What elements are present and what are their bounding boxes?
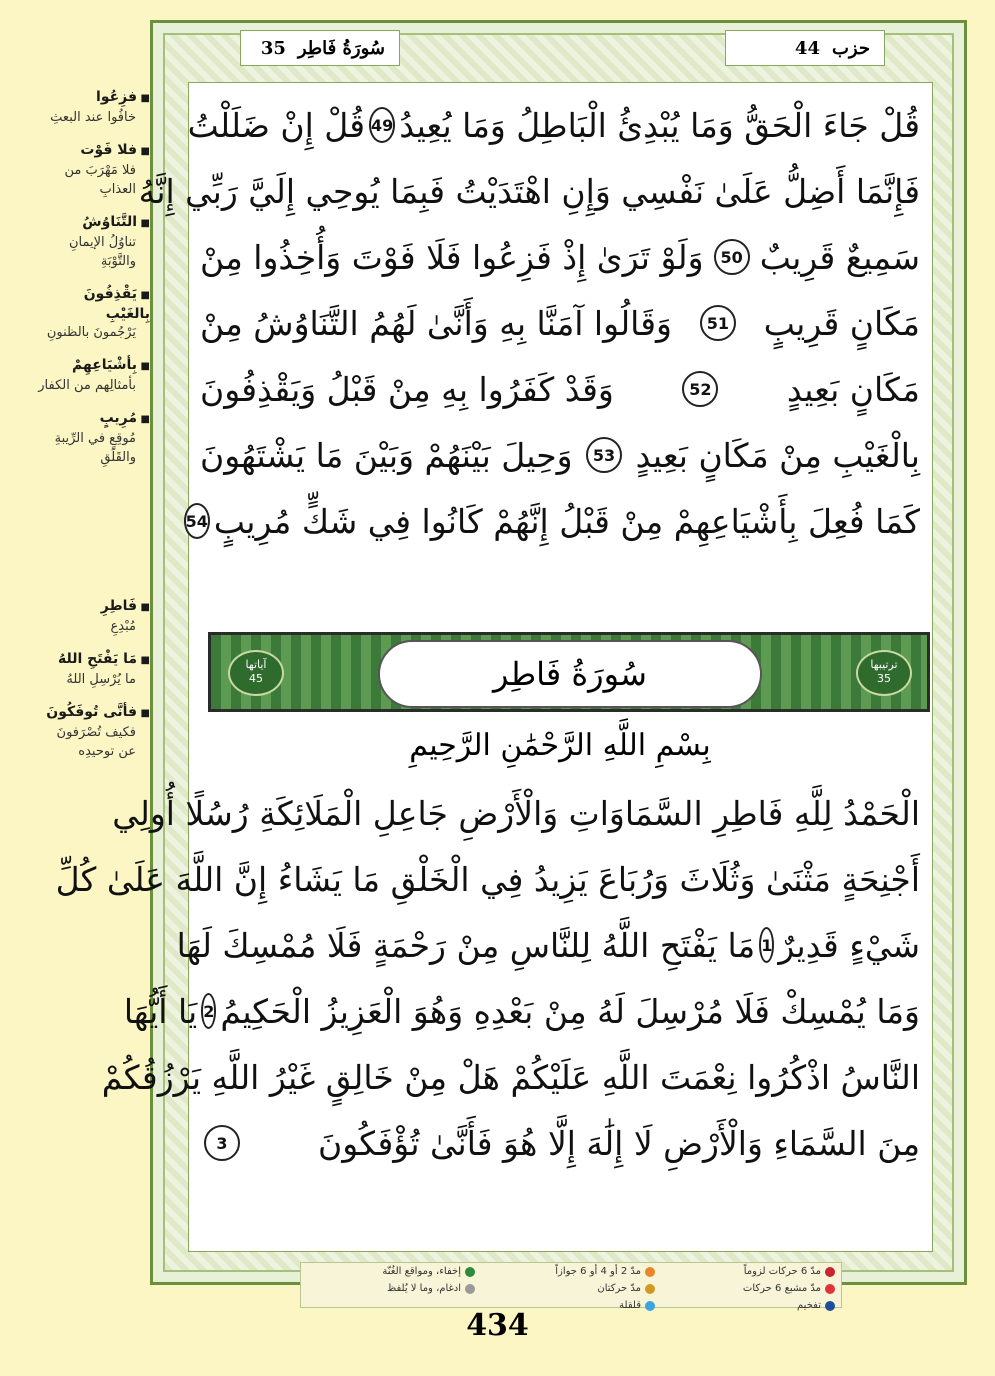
verse-text: مِنَ السَّمَاءِ وَالْأَرْضِ لَا إِلَٰهَ إِلَّا هُوَ فَأَنَّىٰ تُؤْفَكُونَ — [318, 1123, 920, 1163]
verse-text: فَإِنَّمَا أَضِلُّ عَلَىٰ نَفْسِي وَإِنِ اهْتَدَيْتُ فَبِمَا يُوحِي إِلَيَّ رَبِّي إِنَّهُ — [138, 171, 920, 211]
verse-text: قُلْ جَاءَ الْحَقُّ وَمَا يُبْدِئُ الْبَاطِلُ وَمَا يُعِيدُ — [399, 105, 920, 145]
page-number: 434 — [466, 1308, 529, 1343]
legend-label: مدّ مشبع 6 حركات — [742, 1283, 821, 1294]
verse-line — [176, 912, 920, 978]
legend-item — [661, 1263, 841, 1280]
ayah-number-marker: 2 — [201, 993, 216, 1029]
legend-label: مدّ 6 حركات لزوماً — [743, 1266, 821, 1277]
surah-order-label: ترتيبها — [870, 658, 898, 671]
hizb-label: حزب — [831, 37, 870, 59]
ayah-number-marker: 49 — [369, 107, 395, 143]
verse-line — [138, 158, 920, 224]
verses-bottom — [55, 780, 920, 1176]
margin-gloss — [38, 141, 150, 199]
ayah-number-marker: 3 — [204, 1125, 240, 1161]
legend-color-dot — [825, 1284, 835, 1294]
margin-glossary — [38, 88, 150, 775]
verse-text-continuation: وَقَالُوا آمَنَّا بِهِ وَأَنَّىٰ لَهُمُ التَّنَاوُشُ مِنْ — [200, 303, 672, 343]
ayah-number-marker: 52 — [682, 371, 718, 407]
legend-label: مدّ 2 أو 4 أو 6 جوازاً — [555, 1266, 641, 1277]
verse-text-continuation: وَحِيلَ بَيْنَهُمْ وَبَيْنَ مَا يَشْتَهُونَ — [200, 435, 573, 475]
verse-text: الْحَمْدُ لِلَّهِ فَاطِرِ السَّمَاوَاتِ وَالْأَرْضِ جَاعِلِ الْمَلَائِكَةِ رُسُلًا أُولِي — [112, 793, 920, 833]
verse-text: وَمَا يُمْسِكْ فَلَا مُرْسِلَ لَهُ مِنْ بَعْدِهِ وَهُوَ الْعَزِيزُ الْحَكِيمُ — [220, 991, 920, 1031]
surah-order-medal — [856, 650, 912, 696]
verse-text: شَيْءٍ قَدِيرٌ — [778, 925, 920, 965]
margin-gloss — [38, 650, 150, 689]
legend-item — [481, 1280, 661, 1297]
gloss-term: ■ التَّنَاوُشُ — [38, 213, 150, 233]
verses-top — [138, 92, 920, 554]
verse-text: بِالْغَيْبِ مِنْ مَكَانٍ بَعِيدٍ — [635, 435, 920, 475]
legend-color-dot — [825, 1267, 835, 1277]
verse-text: كَمَا فُعِلَ بِأَشْيَاعِهِمْ مِنْ قَبْلُ إِنَّهُمْ كَانُوا فِي شَكٍّ مُرِيبٍ — [213, 501, 920, 541]
ayah-number-marker: 53 — [586, 437, 622, 473]
verse-text-continuation: يَا أَيُّهَا — [123, 991, 198, 1031]
verse-text-continuation: وَقَدْ كَفَرُوا بِهِ مِنْ قَبْلُ وَيَقْذِفُونَ — [200, 369, 614, 409]
verse-line — [55, 846, 920, 912]
legend-label: قلقلة — [619, 1300, 641, 1311]
margin-gloss — [38, 409, 150, 467]
gloss-term: ■ فَاطِرِ — [38, 597, 150, 617]
legend-label: إخفاء، ومواقع الغُنّة — [382, 1266, 461, 1277]
legend-color-dot — [645, 1284, 655, 1294]
verse-text: النَّاسُ اذْكُرُوا نِعْمَتَ اللَّهِ عَلَيْكُمْ هَلْ مِنْ خَالِقٍ غَيْرُ اللَّهِ يَرْزُقُكُمْ — [101, 1057, 920, 1097]
tajweed-legend — [300, 1262, 842, 1311]
surah-title: سُورَةُ فَاطِر — [378, 640, 762, 708]
verse-count-number: 45 — [249, 672, 263, 685]
surah-header-name: سُورَةُ فَاطِر — [297, 37, 385, 59]
ayah-number-marker: 54 — [184, 503, 210, 539]
verse-line — [200, 356, 920, 422]
gloss-explanation: يَرْجُمونَ بالظنونِ — [46, 325, 136, 340]
margin-gloss — [38, 213, 150, 271]
surah-header — [240, 30, 400, 66]
verse-text: سَمِيعٌ قَرِيبٌ — [759, 237, 920, 277]
verse-count-medal — [228, 650, 284, 696]
legend-label: مدّ حركتان — [597, 1283, 641, 1294]
gloss-explanation: فلا مَهْرَبَ من العذابِ — [64, 163, 136, 197]
ayah-number-marker: 1 — [759, 927, 774, 963]
hizb-number: 44 — [794, 37, 820, 59]
gloss-term: ■ فلا فَوْت — [38, 141, 150, 161]
gloss-term: ■ مُرِيبٍ — [38, 409, 150, 429]
surah-order-number: 35 — [877, 672, 891, 685]
gloss-term: ■ بِأشْيَاعِهِمْ — [38, 356, 150, 376]
verse-text: مَكَانٍ قَرِيبٍ — [763, 303, 920, 343]
legend-label: ادغام، وما لا يُلفظ — [386, 1283, 461, 1294]
legend-item — [661, 1280, 841, 1297]
ayah-number-marker: 50 — [714, 239, 750, 275]
gloss-term: ■ مَا يَفْتَحِ اللهُ — [38, 650, 150, 670]
verse-line — [200, 1110, 920, 1176]
verse-line — [112, 780, 920, 846]
gloss-explanation: ما يُرْسِلِ اللهُ — [66, 672, 136, 687]
legend-item — [481, 1263, 661, 1280]
verse-line — [200, 290, 920, 356]
verse-text-continuation: وَلَوْ تَرَىٰ إِذْ فَزِعُوا فَلَا فَوْتَ وَأُخِذُوا مِنْ — [200, 237, 704, 277]
legend-color-dot — [465, 1267, 475, 1277]
verse-text: مَكَانٍ بَعِيدٍ — [786, 369, 920, 409]
verse-text: أَجْنِحَةٍ مَثْنَىٰ وَثُلَاثَ وَرُبَاعَ يَزِيدُ فِي الْخَلْقِ مَا يَشَاءُ إِنَّ اللَّهَ عَلَىٰ كُلِّ — [55, 859, 920, 899]
verse-text-continuation: قُلْ إِنْ ضَلَلْتُ — [187, 105, 366, 145]
verse-count-label: آياتها — [245, 658, 267, 671]
basmala: بِسْمِ اللَّهِ الرَّحْمَٰنِ الرَّحِيمِ — [409, 728, 711, 763]
legend-color-dot — [645, 1267, 655, 1277]
gloss-explanation: تناوُلُ الإيمانِ والتَّوْبَةِ — [68, 235, 136, 269]
margin-gloss — [38, 356, 150, 395]
verse-line — [185, 488, 920, 554]
verse-line — [123, 978, 920, 1044]
surah-header-number: 35 — [260, 37, 286, 59]
gloss-explanation: مُوقِعٍ في الرِّيبةِ والقَلَقِ — [54, 431, 136, 465]
verse-line — [200, 422, 920, 488]
margin-gloss — [38, 285, 150, 342]
margin-gloss — [38, 597, 150, 636]
legend-color-dot — [465, 1284, 475, 1294]
margin-gloss — [38, 88, 150, 127]
gloss-term: ■ فزِعُوا — [38, 88, 150, 108]
gloss-term: ■ يَقْذِفُونَ بِالغَيْبِ — [38, 285, 150, 323]
margin-gloss — [38, 703, 150, 761]
gloss-explanation: بأمثالِهم من الكفار — [38, 378, 136, 393]
gloss-explanation: مُبْدِعِ — [110, 619, 136, 634]
verse-line — [101, 1044, 920, 1110]
hizb-header — [725, 30, 885, 66]
verse-line — [200, 224, 920, 290]
gloss-explanation: فكيف تُصْرَفونَ عن توحيدِه — [56, 725, 136, 759]
legend-item — [301, 1263, 481, 1280]
verse-line — [187, 92, 920, 158]
ayah-number-marker: 51 — [700, 305, 736, 341]
gloss-explanation: خافُوا عند البعثِ — [50, 110, 136, 125]
verse-text-continuation: مَا يَفْتَحِ اللَّهُ لِلنَّاسِ مِنْ رَحْمَةٍ فَلَا مُمْسِكَ لَهَا — [176, 925, 756, 965]
legend-label: تفخيم — [797, 1300, 821, 1311]
legend-item — [301, 1280, 481, 1297]
gloss-term: ■ فأنَّى تُوفَكُونَ — [38, 703, 150, 723]
